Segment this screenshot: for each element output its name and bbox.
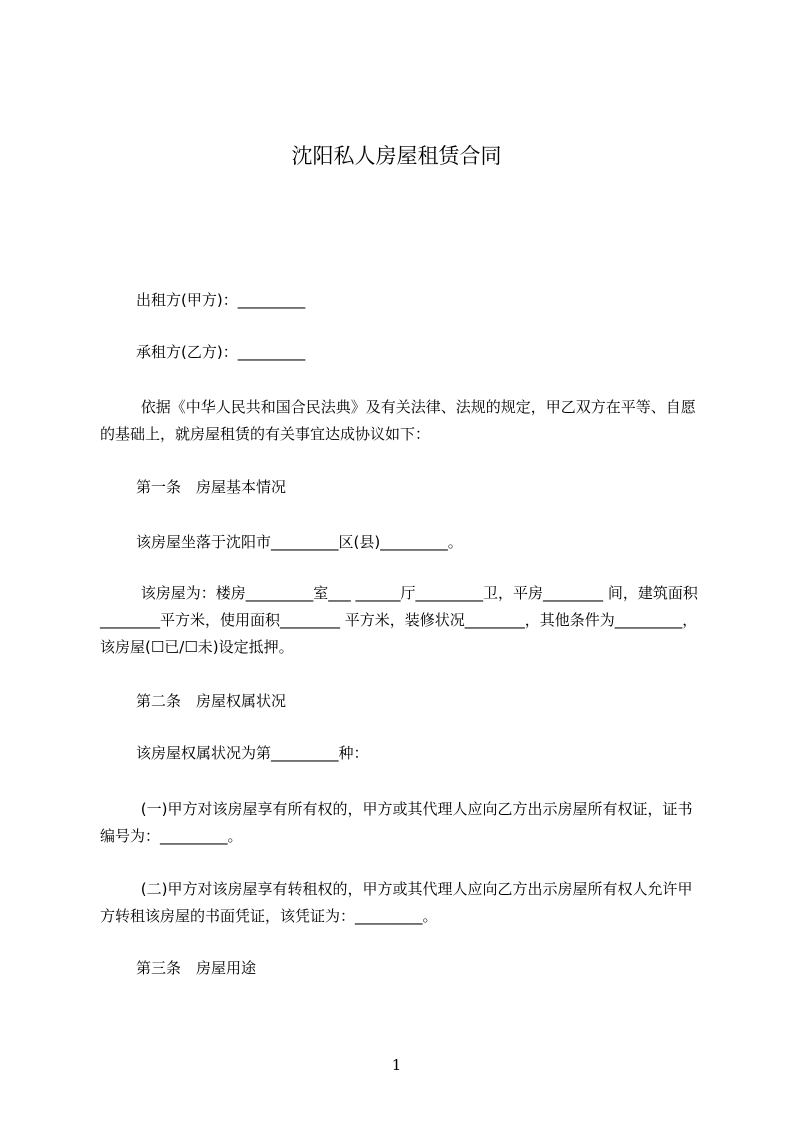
house-details-paragraph: 该房屋为：楼房_________室___ ______厅_________卫，平房________ 间，建筑面积________平方米，使用面积________ 平方米，装修状况________，其他条件为_________，该房屋(☐已/☐未)设定抵押。 xyxy=(100,584,698,656)
ownership-clause-1: (一)甲方对该房屋享有所有权的，甲方或其代理人应向乙方出示房屋所有权证，证书编号为：_________。 xyxy=(100,800,693,845)
lessor-line: 出租方(甲方)：_________ xyxy=(136,291,306,309)
page-number: 1 xyxy=(391,1056,402,1074)
document-title: 沈阳私人房屋租赁合同 xyxy=(291,144,502,168)
article-3-heading: 第三条 房屋用途 xyxy=(136,959,257,977)
lessee-line: 承租方(乙方)：_________ xyxy=(136,343,306,361)
article-1-heading: 第一条 房屋基本情况 xyxy=(136,478,287,496)
preamble-paragraph: 依据《中华人民共和国合民法典》及有关法律、法规的规定，甲乙双方在平等、自愿的基础上，就房屋租赁的有关事宜达成协议如下： xyxy=(100,398,696,443)
location-paragraph: 该房屋坐落于沈阳市_________区(县)_________。 xyxy=(136,533,463,551)
article-2-heading: 第二条 房屋权属状况 xyxy=(136,692,287,710)
ownership-clause-2: (二)甲方对该房屋享有转租权的，甲方或其代理人应向乙方出示房屋所有权人允许甲方转租该房屋的书面凭证，该凭证为：_________。 xyxy=(100,880,693,925)
ownership-type-paragraph: 该房屋权属状况为第_________种： xyxy=(136,744,369,762)
